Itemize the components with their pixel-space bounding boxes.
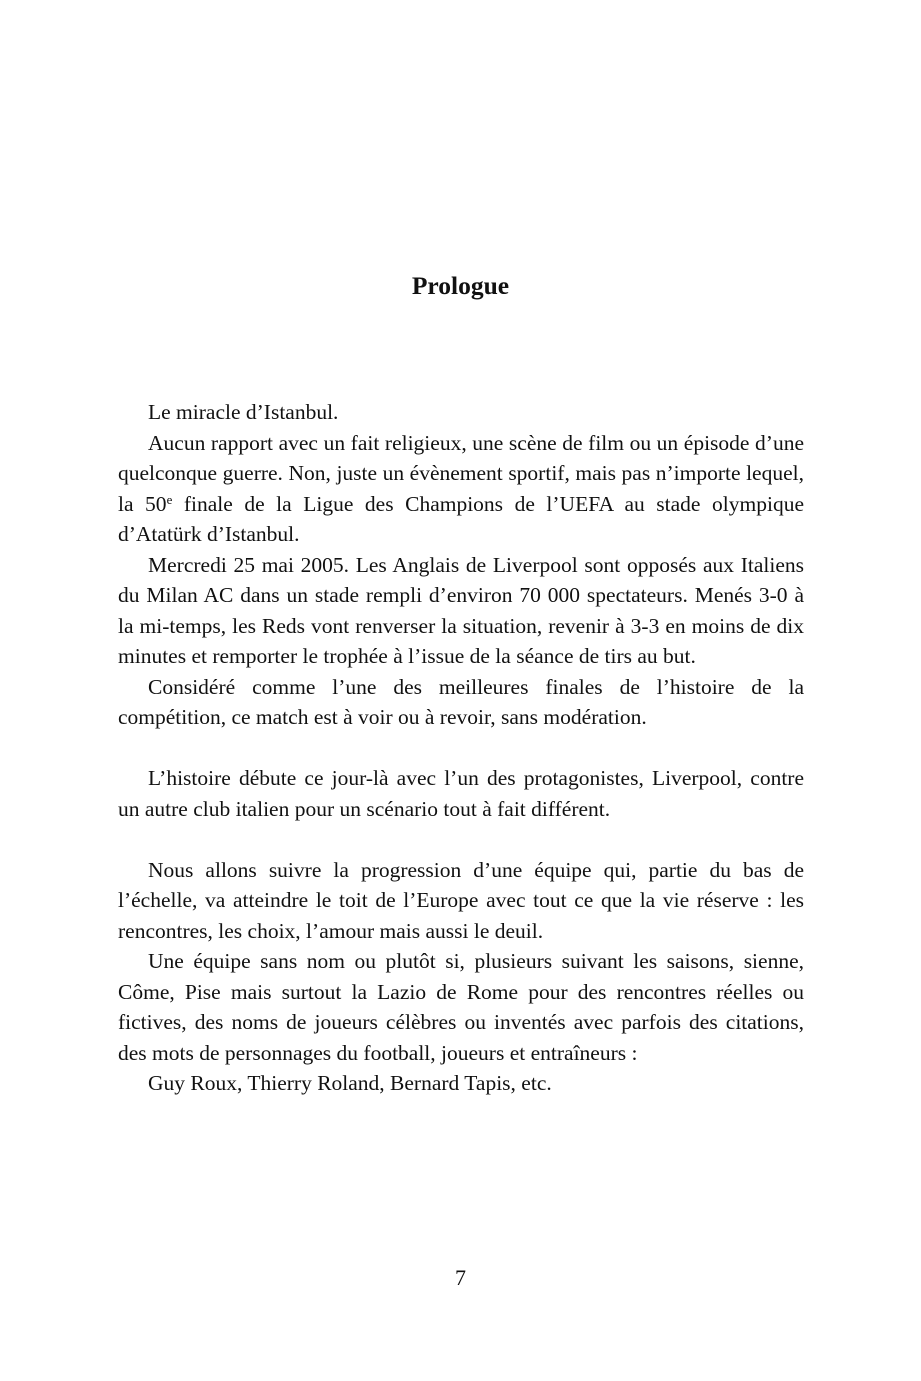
paragraph-4: Considéré comme l’une des meilleures finales de l’histoire de la compétition, ce match est à voir ou à revoir, sans modération. — [118, 674, 804, 729]
paragraph-6: Nous allons suivre la progression d’une équipe qui, partie du bas de l’échelle, va atteindre le toit de l’Europe avec tout ce que la vie réserve : les rencontres, les choix, l’amour mais aussi le deuil. — [118, 857, 804, 943]
paragraph-2 — [118, 428, 804, 550]
paragraph-7: Une équipe sans nom ou plutôt si, plusieurs suivant les saisons, sienne, Côme, Pise mais surtout la Lazio de Rome pour des rencontres réelles ou fictives, des noms de joueurs célèbres ou inventés avec parfois des citations, des mots de personnages du football, joueurs et entraîneurs : — [118, 949, 804, 1065]
paragraph-3: Mercredi 25 mai 2005. Les Anglais de Liverpool sont opposés aux Italiens du Milan AC dans un stade rempli d’environ 70 000 spectateurs. Menés 3-0 à la mi-temps, les Reds vont renverser la situation, revenir à 3-3 en moins de dix minutes et remporter le trophée à l’issue de la séance de tirs au but. — [118, 552, 804, 668]
paragraph-2-end: finale de la Ligue des Champions de l’UEFA au stade olympique d’Atatürk d’Istanbul. — [118, 491, 804, 546]
body-text — [118, 397, 804, 1099]
chapter-title: Prologue — [411, 271, 510, 300]
paragraph-2-start: Aucun rapport avec un fait religieux, une scène de film ou un épisode d’une quelconque guerre. Non, juste un évènement sportif, mais pas n’importe lequel, la 50 — [118, 430, 804, 516]
page-number: 7 — [455, 1265, 466, 1290]
paragraph-1: Le miracle d’Istanbul. — [148, 400, 339, 424]
paragraph-8: Guy Roux, Thierry Roland, Bernard Tapis, etc. — [148, 1071, 552, 1095]
ordinal-superscript: e — [166, 492, 173, 507]
paragraph-5: L’histoire débute ce jour-là avec l’un des protagonistes, Liverpool, contre un autre club italien pour un scénario tout à fait différent. — [118, 766, 804, 821]
